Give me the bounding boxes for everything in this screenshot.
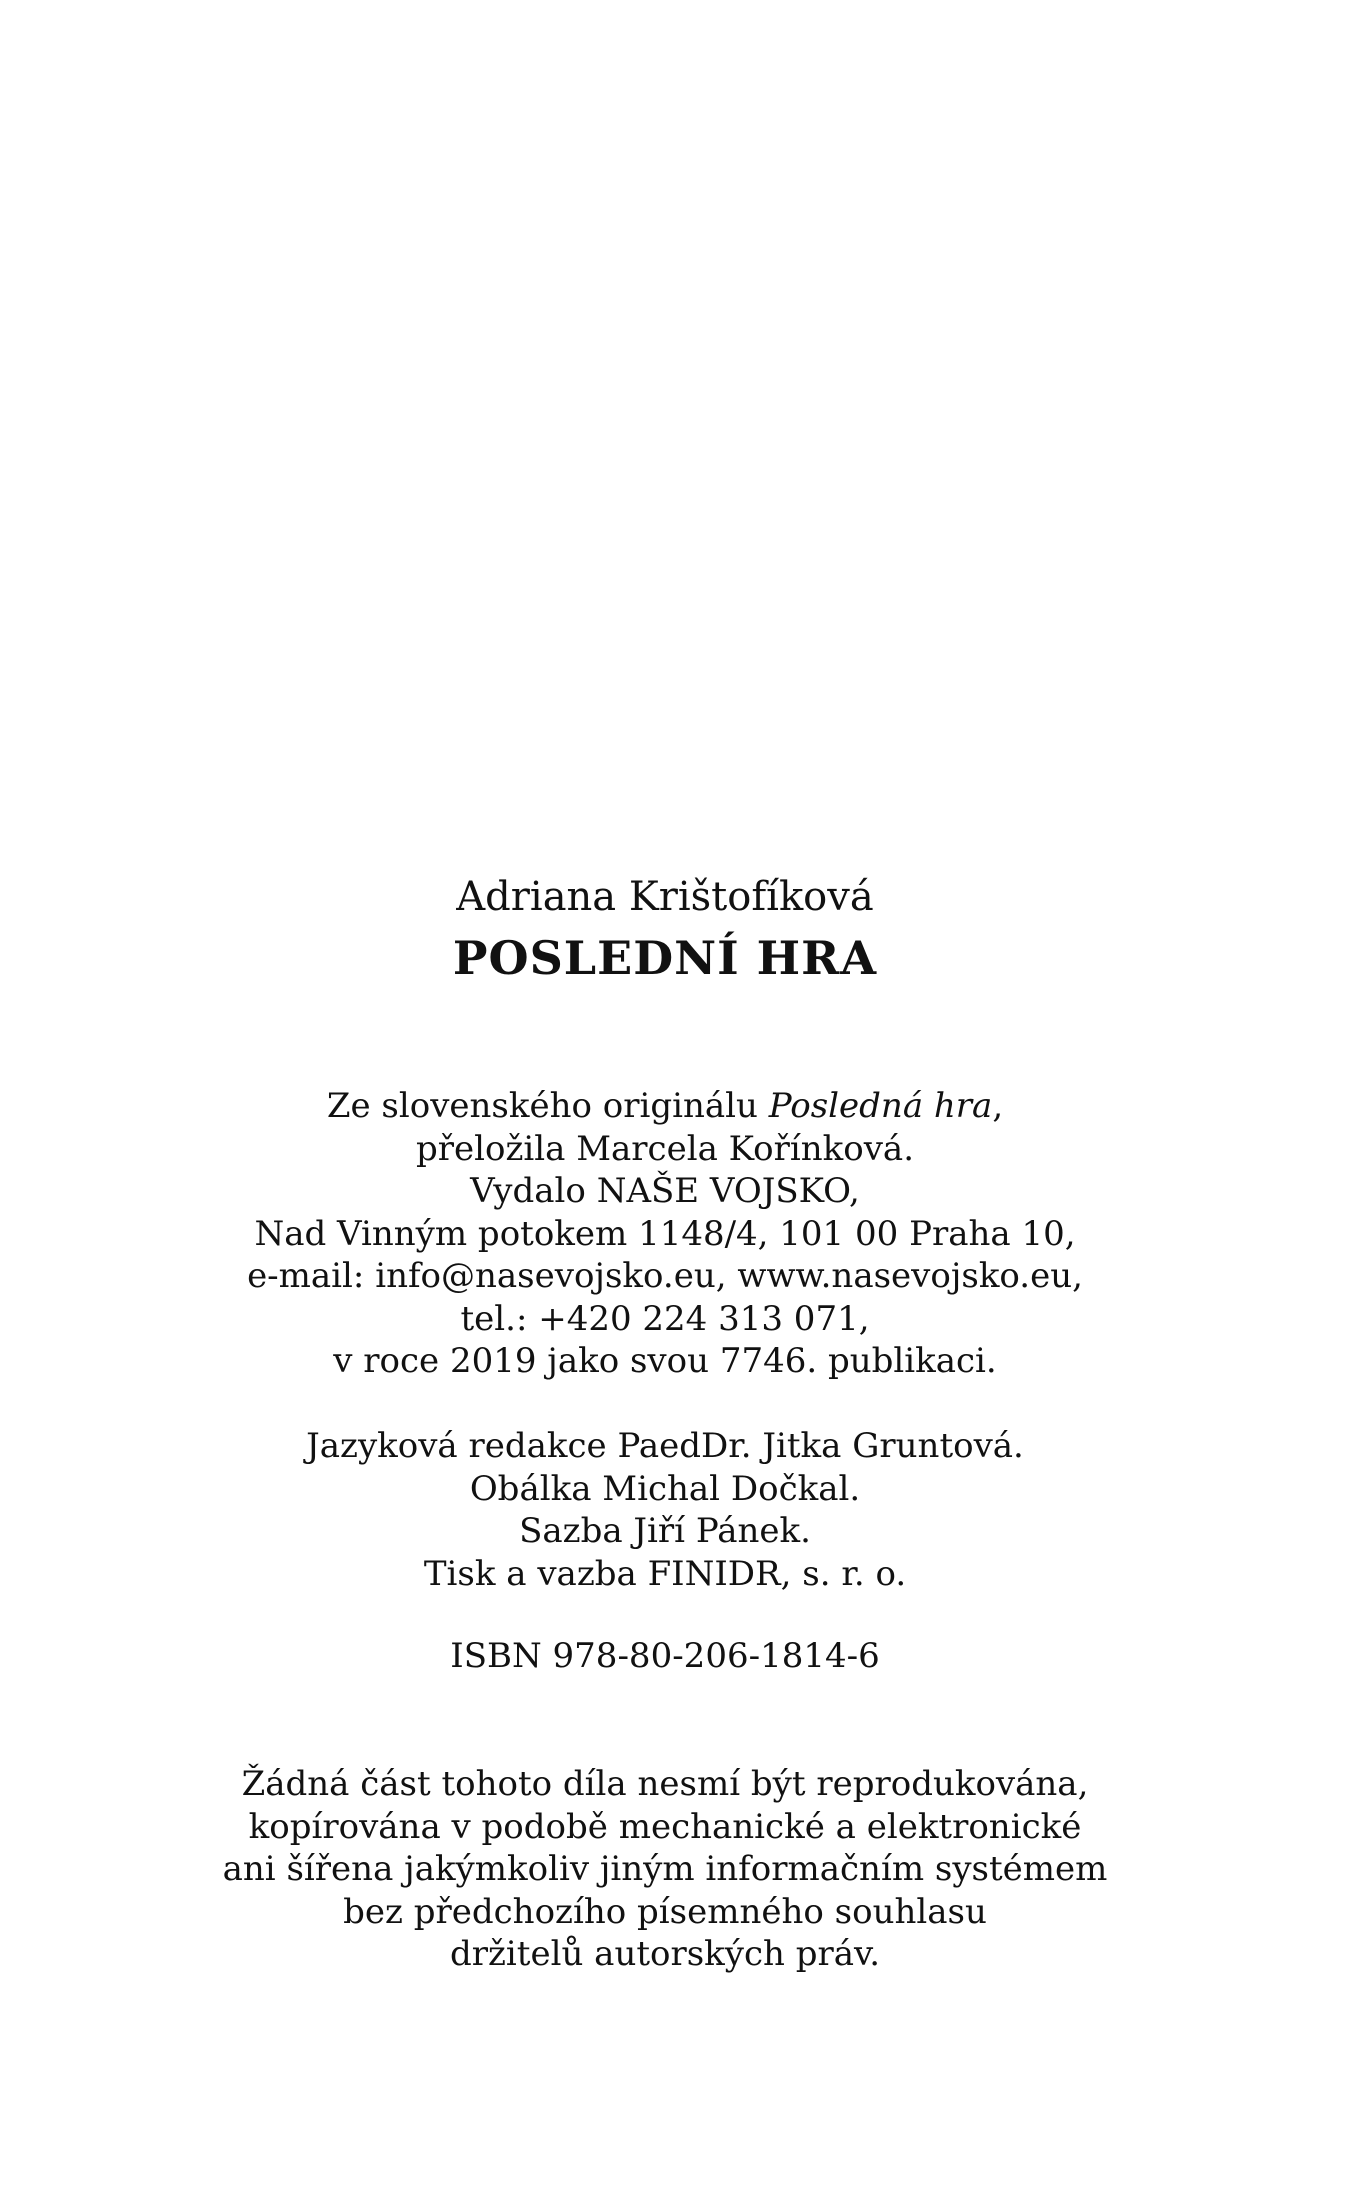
translator-line: přeložila Marcela Kořínková. xyxy=(415,1128,914,1169)
original-title: Posledná hra xyxy=(768,1086,993,1126)
publisher-line: Vydalo NAŠE VOJSKO, xyxy=(470,1171,860,1211)
original-suffix: , xyxy=(992,1086,1004,1126)
copyright-notice xyxy=(0,1763,1330,1976)
typesetting-line: Sazba Jiří Pánek. xyxy=(519,1511,811,1551)
book-title: POSLEDNÍ HRA xyxy=(452,931,878,985)
imprint-block xyxy=(0,1085,1330,1383)
address-line: Nad Vinným potokem 1148/4, 101 00 Praha 10, xyxy=(254,1213,1076,1254)
isbn-block xyxy=(0,1635,1330,1678)
notice-line: ani šířena jakýmkoliv jiným informačním systémem xyxy=(222,1849,1108,1889)
cover-line: Obálka Michal Dočkal. xyxy=(469,1468,861,1509)
author-name: Adriana Krištofíková xyxy=(456,874,874,920)
editor-line: Jazyková redakce PaedDr. Jitka Gruntová. xyxy=(306,1426,1024,1466)
notice-line: Žádná část tohoto díla nesmí být reprodukována, xyxy=(241,1764,1089,1804)
credits-block xyxy=(0,1425,1330,1595)
isbn-line: ISBN 978-80-206-1814-6 xyxy=(450,1636,880,1676)
printing-line: Tisk a vazba FINIDR, s. r. o. xyxy=(423,1553,907,1594)
phone-line: tel.: +420 224 313 071, xyxy=(460,1298,870,1339)
notice-line: kopírována v podobě mechanické a elektronické xyxy=(248,1806,1082,1847)
email-web-line: e-mail: info@nasevojsko.eu, www.nasevojsko.eu, xyxy=(247,1256,1083,1296)
original-title-line xyxy=(0,1085,1330,1128)
notice-line: držitelů autorských práv. xyxy=(450,1934,880,1974)
year-publication-line: v roce 2019 jako svou 7746. publikaci. xyxy=(333,1341,997,1381)
original-prefix: Ze slovenského originálu xyxy=(326,1086,769,1126)
notice-line: bez předchozího písemného souhlasu xyxy=(343,1891,987,1932)
